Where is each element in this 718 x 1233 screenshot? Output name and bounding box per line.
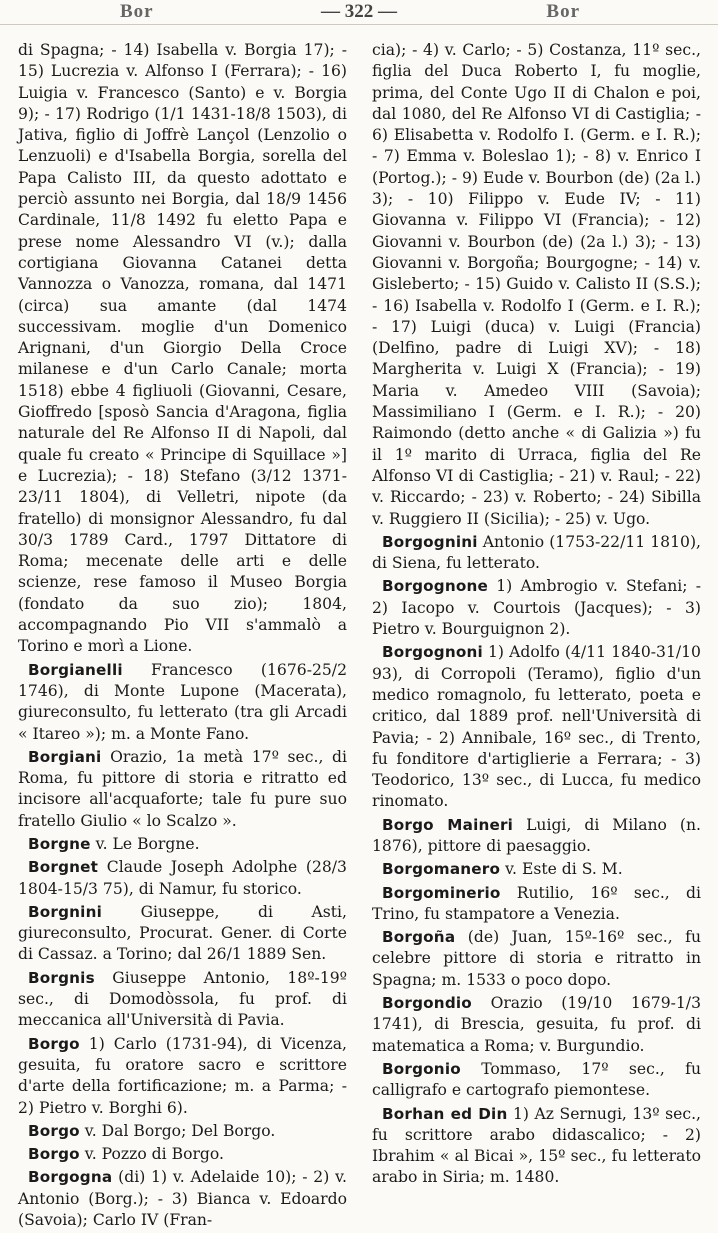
continuation-text: di Spagna; - 14) Isabella v. Borgia 17); - 15) Lucrezia v. Alfonso I (Ferrara); - 16) Luigia v. Francesco (Santo) e v. Borgia 9); - 17) Rodrigo (1/1 1431-18/8 1503), di Jativa, figlio di Joffrè Lançol (Lenzolio o Lenzuoli) e d'Isabella Borgia, sorella del Papa Calisto III, da questo adottato e perciò assunto nei Borgia, dal 18/9 1456 Cardinale, 11/8 1492 fu eletto Papa e prese nome Alessandro VI (v.); dalla cortigiana Giovanna Catanei detta Vannozza o Vanozza, romana, dal 1471 (circa) sua amante (dal 1474 successivam. moglie d'un Domenico Arignani, d'un Giorgio Della Croce milanese e d'un Carlo Canale; morta 1518) ebbe 4 figliuoli (Giovanni, Cesare, Gioffredo [sposò Sancia d'Aragona, figlia naturale del Re Alfonso II di Napoli, dal quale fu creato « Principe di Squillace »] e Lucrezia); - 18) Stefano (3/12 1371-23/11 1804), di Velletri, nipote (da fratello) di monsignor Alessandro, fu dal 30/3 1789 Card., 1797 Dittatore di Roma; mecenate delle arti e delle scienze, rese famoso il Museo Borgia (fondato da suo zio); 1804, accompagnando Pio VII s'ammalò a Torino e morì a Lione. — [18, 41, 347, 656]
dictionary-entry — [372, 927, 701, 991]
entry-headword: Borgnet — [28, 858, 99, 877]
dictionary-entry — [372, 859, 701, 880]
entry-headword: Borgo — [28, 1145, 80, 1164]
entry-headword: Borgo — [28, 1034, 80, 1053]
entry-text: v. Este di S. M. — [505, 860, 623, 879]
dictionary-entry — [18, 1121, 347, 1142]
entry-text: (di) 1) v. Adelaide 10); - 2) v. Antonio (Borg.); - 3) Bianca v. Edoardo (Savoia); Carlo IV (Fran- — [18, 1168, 348, 1230]
running-head-left: Bor — [120, 1, 154, 22]
left-column — [18, 40, 347, 1233]
entry-text: Claude Joseph Adolphe (28/3 1804-15/3 75), di Namur, fu storico. — [18, 858, 347, 898]
entry-text: 1) Az Sernugi, 13º sec., fu scrittore arabo didascalico; - 2) Ibrahim « al Bicai », 15º sec., fu letterato arabo in Siria; m. 1480. — [372, 1104, 701, 1187]
dictionary-entry — [18, 834, 347, 855]
dictionary-entry — [372, 883, 701, 926]
dictionary-entry — [18, 1034, 347, 1119]
dictionary-entry — [18, 968, 347, 1032]
entry-text: 1) Carlo (1731-94), di Vicenza, gesuita, fu oratore sacro e scrittore d'arte della fortificazione; m. a Parma; - 2) Pietro v. Borghi 6). — [18, 1034, 347, 1117]
dictionary-entry — [372, 576, 701, 640]
entry-headword: Borgo Maineri — [382, 815, 514, 834]
entry-text: v. Le Borgne. — [95, 834, 200, 853]
entry-text: (de) Juan, 15º-16º sec., fu celebre pittore di storia e ritratto in Spagna; m. 1533 o poco dopo. — [372, 928, 702, 989]
running-head-right: Bor — [546, 1, 580, 22]
entry-headword: Borgianelli — [28, 660, 123, 679]
entry-text: Giuseppe Antonio, 18º-19º sec., di Domodòssola, fu prof. di meccanica all'Università di Pavia. — [18, 968, 347, 1030]
dictionary-entry — [18, 857, 347, 900]
entry-headword: Borgnis — [28, 968, 95, 987]
entry-text: 1) Adolfo (4/11 1840-31/10 93), di Corropoli (Teramo), figlio d'un medico romagnolo, fu letterato, poeta e critico, dal 1889 prof. nell'Università di Pavia; - 2) Annibale, 16º sec., di Trento, fu fonditore d'artiglierie a Ferrara; - 3) Teodorico, 13º sec., di Lucca, fu medico rinomato. — [372, 643, 701, 811]
dictionary-entry — [372, 815, 701, 858]
dictionary-entry — [18, 902, 347, 966]
dictionary-entry — [18, 747, 347, 832]
entry-headword: Borgo — [28, 1121, 80, 1140]
dictionary-entry — [372, 1059, 701, 1102]
entry-headword: Borhan ed Din — [382, 1104, 508, 1123]
entry-headword: Borgognoni — [382, 643, 483, 662]
entry-headword: Borgne — [28, 834, 91, 853]
entry-headword: Borgogna — [28, 1168, 113, 1187]
entry-text: Giuseppe, di Asti, giureconsulto, Procurat. Gener. di Corte di Cassaz. a Torino; dal 26/1 1889 Sen. — [18, 902, 347, 964]
continuation-text: cia); - 4) v. Carlo; - 5) Costanza, 11º sec., figlia del Duca Roberto I, fu moglie, prima, del Conte Ugo II di Chalon e poi, dal 1080, del Re Alfonso VI di Castiglia; - 6) Elisabetta v. Rodolfo I. (Germ. e I. R.); - 7) Emma v. Boleslao 1); - 8) v. Enrico I (Portog.); - 9) Eude v. Bourbon (de) (2a l.) 3); - 10) Filippo v. Eude IV; - 11) Giovanna v. Filippo VI (Francia); - 12) Giovanni v. Bourbon (de) (2a l.) 3); - 13) Giovanni v. Borgoña; Bourgogne; - 14) v. Gisleberto; - 15) Guido v. Calisto II (S.S.); - 16) Isabella v. Rodolfo I (Germ. e I. R.); - 17) Luigi (duca) v. Luigi (Francia) (Delfino, padre di Luigi XV); - 18) Margherita v. Luigi X (Francia); - 19) Maria v. Amedeo VIII (Savoia); Massimiliano I (Germ. e I. R.); - 20) Raimondo (detto anche « di Galizia ») fu il 1º marito di Urraca, figlia del Re Alfonso VI di Castiglia; - 21) v. Raul; - 22) v. Riccardo; - 23) v. Roberto; - 24) Sibilla v. Ruggiero II (Sicilia); - 25) v. Ugo. — [372, 41, 701, 528]
entry-text: Francesco (1676-25/2 1746), di Monte Lupone (Macerata), giureconsulto, fu letterato (tra gli Arcadi « Itareo »); m. a Monte Fano. — [18, 660, 347, 743]
entry-headword: Borgondio — [382, 994, 472, 1013]
entry-text: Luigi, di Milano (n. 1876), pittore di paesaggio. — [372, 815, 701, 855]
entry-headword: Borgominerio — [382, 883, 501, 902]
right-column — [372, 40, 701, 1191]
entry-headword: Borgomanero — [382, 860, 501, 879]
dictionary-entry — [372, 993, 701, 1057]
entry-headword: Borgonio — [382, 1059, 461, 1078]
entry-headword: Borgnini — [28, 902, 103, 921]
entry-headword: Borgognone — [382, 577, 489, 596]
dictionary-entry — [18, 660, 347, 745]
entry-text: v. Dal Borgo; Del Borgo. — [84, 1121, 276, 1140]
entry-text: Rutilio, 16º sec., di Trino, fu stampatore a Venezia. — [372, 883, 701, 923]
dictionary-entry — [18, 1144, 347, 1165]
dictionary-entry — [18, 1167, 347, 1231]
dictionary-entry — [372, 642, 701, 812]
entry-text: Tommaso, 17º sec., fu calligrafo e cartografo piemontese. — [372, 1059, 701, 1100]
page-number: — 322 — — [321, 1, 397, 22]
entry-text: Antonio (1753-22/11 1810), di Siena, fu letterato. — [372, 532, 701, 573]
dictionary-entry — [372, 1104, 701, 1189]
entry-headword: Borgoña — [382, 928, 456, 947]
entry-text: Orazio, 1a metà 17º sec., di Roma, fu pittore di storia e ritratto ed incisore all'acquaforte; tale fu pure suo fratello Giulio « lo Scalzo ». — [18, 747, 347, 830]
entry-text: Orazio (19/10 1679-1/3 1741), di Brescia, gesuita, fu prof. di matematica a Roma; v. Burgundio. — [372, 994, 701, 1055]
entry-headword: Borgiani — [28, 747, 102, 766]
entry-headword: Borgognini — [382, 532, 478, 551]
running-head — [0, 0, 718, 25]
entry-text: 1) Ambrogio v. Stefani; - 2) Iacopo v. Courtois (Jacques); - 3) Pietro v. Bourguignon 2). — [372, 577, 701, 639]
entry-text: v. Pozzo di Borgo. — [84, 1145, 224, 1164]
dictionary-entry — [372, 532, 701, 575]
